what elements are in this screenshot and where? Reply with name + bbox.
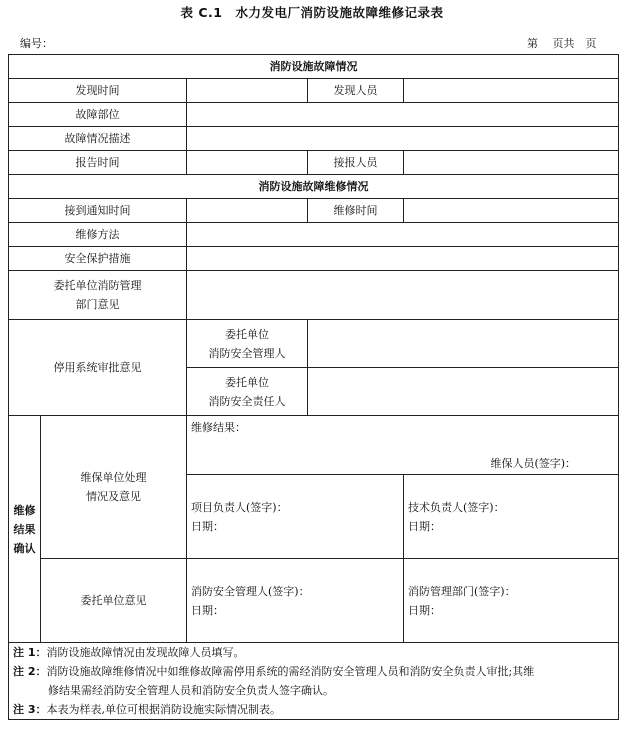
client-manager-line1: 委托单位 (225, 327, 269, 341)
table-row (9, 559, 619, 643)
section-row (9, 55, 619, 79)
page-count-label: 第 页共 页 (527, 37, 597, 50)
client-manager-line2: 消防安全管理人 (208, 346, 286, 360)
stop-approval-label: 停用系统审批意见 (9, 320, 187, 416)
fault-part-label: 故障部位 (9, 103, 187, 127)
note-2-text: 消防设施故障维修情况中如维修故障需停用系统的需经消防安全管理人员和消防安全负责人审批;其维 (46, 665, 535, 678)
repair-method-cell[interactable] (187, 223, 619, 247)
table-row (9, 151, 619, 175)
tech-date-label: 日期： (408, 519, 441, 533)
client-responsible-label (187, 368, 308, 416)
table-row (9, 79, 619, 103)
table-row (9, 247, 619, 271)
client-responsible-line1: 委托单位 (225, 375, 269, 389)
fire-dept-sign-label: 消防管理部门(签字)： (408, 584, 516, 598)
confirm-label-line1: 维修 (13, 503, 36, 517)
client-manager-cell[interactable] (308, 320, 619, 368)
fire-dept-sign-cell[interactable] (404, 559, 619, 643)
note-3-label: 注 3： (13, 703, 47, 716)
fire-dept-date-label: 日期： (408, 603, 441, 617)
table-row (9, 271, 619, 320)
receiver-cell[interactable] (404, 151, 619, 175)
fire-manager-sign-cell[interactable] (187, 559, 404, 643)
client-manager-label (187, 320, 308, 368)
notice-time-label: 接到通知时间 (9, 199, 187, 223)
note-2-continuation: 修结果需经消防安全管理人员和消防安全负责人签字确认。 (48, 684, 334, 697)
pm-sign-label: 项目负责人(签字)： (191, 500, 288, 514)
repair-result-cell[interactable] (187, 416, 619, 475)
note-1-label: 注 1： (13, 646, 47, 659)
section-row (9, 175, 619, 199)
unit-opinion-line2: 情况及意见 (86, 490, 141, 503)
notes-row (9, 643, 619, 720)
repair-time-cell[interactable] (404, 199, 619, 223)
note-2 (13, 662, 614, 681)
pm-date-label: 日期： (191, 519, 224, 533)
safety-measures-label: 安全保护措施 (9, 247, 187, 271)
serial-number-label: 编号： (20, 37, 53, 50)
note-2-label: 注 2： (13, 665, 47, 678)
note-3-text: 本表为样表,单位可根据消防设施实际情况制表。 (46, 703, 281, 716)
client-opinion-label (9, 271, 187, 320)
confirm-label-line2: 结果 (13, 522, 36, 536)
repair-method-label: 维修方法 (9, 223, 187, 247)
repair-result-label: 维修结果： (191, 420, 246, 434)
table-row (9, 103, 619, 127)
report-time-cell[interactable] (187, 151, 308, 175)
fault-part-cell[interactable] (187, 103, 619, 127)
table-row (9, 127, 619, 151)
client-opinion-line1: 委托单位消防管理 (53, 279, 142, 292)
client-opinion-cell[interactable] (187, 271, 619, 320)
client-responsible-line2: 消防安全责任人 (208, 394, 286, 408)
note-1-text: 消防设施故障情况由发现故障人员填写。 (46, 646, 245, 659)
discoverer-label: 发现人员 (308, 79, 404, 103)
fault-desc-cell[interactable] (187, 127, 619, 151)
note-1 (13, 643, 614, 662)
unit-opinion-label (41, 416, 187, 559)
client-responsible-cell[interactable] (308, 368, 619, 416)
section-fault-heading: 消防设施故障情况 (9, 55, 619, 79)
fire-manager-date-label: 日期： (191, 603, 224, 617)
client-opinion-line2: 部门意见 (75, 298, 120, 311)
form-title: 表 C.1 水力发电厂消防设施故障维修记录表 (180, 5, 444, 20)
record-table (8, 54, 619, 720)
note-3 (13, 700, 614, 719)
client-unit-opinion-label: 委托单位意见 (41, 559, 187, 643)
discoverer-cell[interactable] (404, 79, 619, 103)
tech-sign-cell[interactable] (404, 475, 619, 559)
fault-desc-label: 故障情况描述 (9, 127, 187, 151)
maintainer-sign-label: 维保人员(签字)： (490, 456, 577, 470)
discover-time-cell[interactable] (187, 79, 308, 103)
confirm-label (9, 416, 41, 643)
fire-manager-sign-label: 消防安全管理人(签字)： (191, 584, 310, 598)
receiver-label: 接报人员 (308, 151, 404, 175)
repair-time-label: 维修时间 (308, 199, 404, 223)
unit-opinion-line1: 维保单位处理 (80, 471, 147, 484)
table-row (9, 199, 619, 223)
table-row (9, 223, 619, 247)
pm-sign-cell[interactable] (187, 475, 404, 559)
table-row (9, 416, 619, 475)
discover-time-label: 发现时间 (9, 79, 187, 103)
report-time-label: 报告时间 (9, 151, 187, 175)
notice-time-cell[interactable] (187, 199, 308, 223)
confirm-label-line3: 确认 (13, 541, 36, 555)
section-repair-heading: 消防设施故障维修情况 (9, 175, 619, 199)
notes-cell (9, 643, 619, 720)
table-row (9, 320, 619, 368)
safety-measures-cell[interactable] (187, 247, 619, 271)
tech-sign-label: 技术负责人(签字)： (408, 500, 505, 514)
